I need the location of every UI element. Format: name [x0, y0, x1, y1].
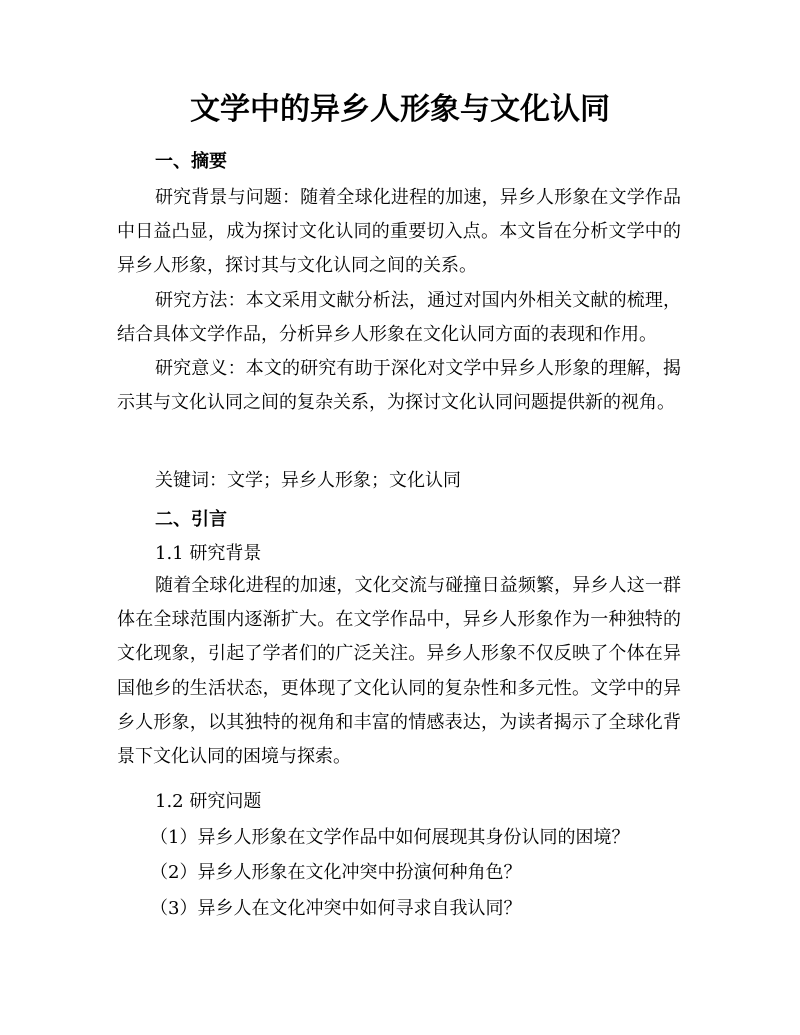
abstract-method-paragraph: 研究方法：本文采用文献分析法，通过对国内外相关文献的梳理，结合具体文学作品，分析异乡人形象在文化认同方面的表现和作用。: [117, 290, 681, 346]
keywords-line: 关键词：文学；异乡人形象；文化认同: [155, 470, 461, 491]
research-background-paragraph: 随着全球化进程的加速，文化交流与碰撞日益频繁，异乡人这一群体在全球范围内逐渐扩大。在文学作品中，异乡人形象作为一种独特的文化现象，引起了学者们的广泛关注。异乡人形象不仅反映了个体在异国他乡的生活状态，更体现了文化认同的复杂性和多元性。文学中的异乡人形象，以其独特的视角和丰富的情感表达，为读者揭示了全球化背景下文化认同的困境与探索。: [117, 575, 681, 768]
introduction-heading: 二、引言: [155, 509, 227, 530]
section-1-1-heading: 1.1 研究背景: [155, 543, 262, 564]
abstract-significance-paragraph: 研究意义：本文的研究有助于深化对文学中异乡人形象的理解，揭示其与文化认同之间的复杂关系，为探讨文化认同问题提供新的视角。: [117, 358, 681, 414]
research-question-1: （1）异乡人形象在文学作品中如何展现其身份认同的困境？: [150, 827, 630, 848]
research-question-3: （3）异乡人在文化冲突中如何寻求自我认同？: [150, 898, 522, 919]
abstract-heading: 一、摘要: [155, 151, 227, 172]
research-question-2: （2）异乡人形象在文化冲突中扮演何种角色？: [150, 862, 522, 883]
abstract-background-paragraph: 研究背景与问题：随着全球化进程的加速，异乡人形象在文学作品中日益凸显，成为探讨文化认同的重要切入点。本文旨在分析文学中的异乡人形象，探讨其与文化认同之间的关系。: [117, 187, 681, 277]
section-1-2-heading: 1.2 研究问题: [155, 791, 262, 812]
document-title: 文学中的异乡人形象与文化认同: [190, 92, 610, 127]
